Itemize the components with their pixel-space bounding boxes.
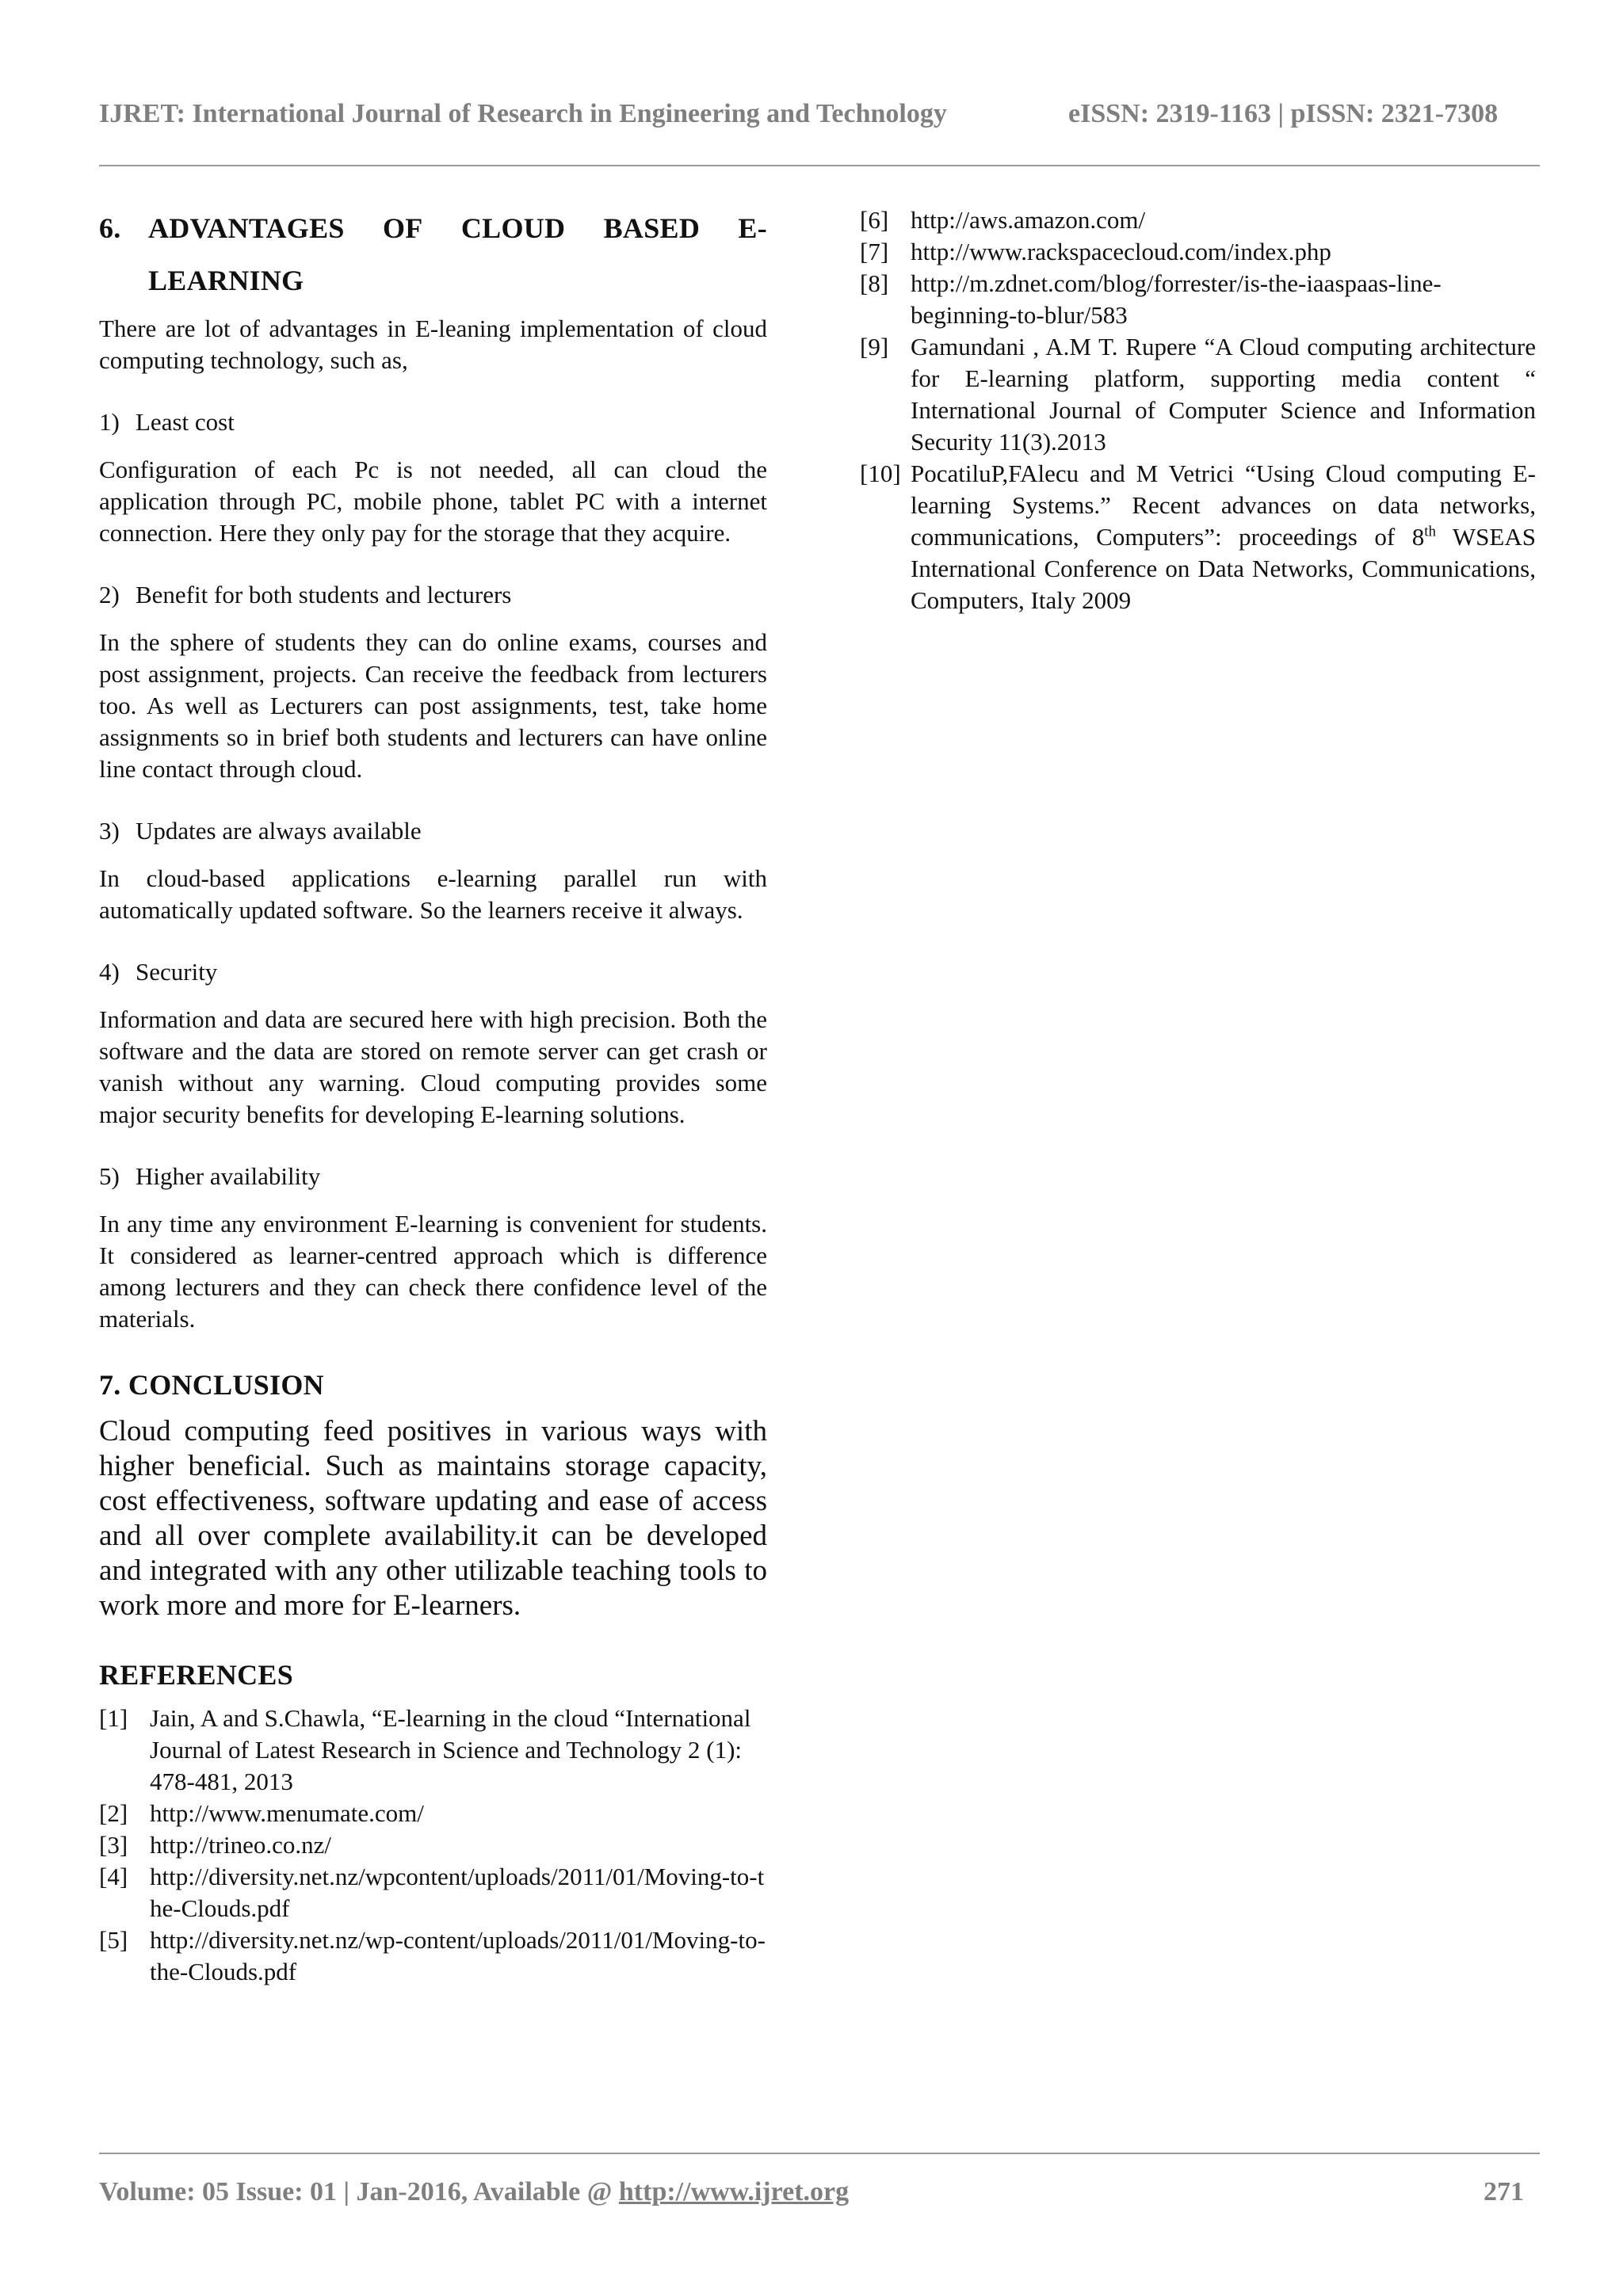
- reference-item: [4] http://diversity.net.nz/wpcontent/uploads/2011/01/Moving-to-the-Clouds.pdf: [99, 1863, 765, 1922]
- references-heading: REFERENCES: [99, 1659, 294, 1691]
- reference-item: [2] http://www.menumate.com/: [99, 1799, 424, 1827]
- reference-item: [6] http://aws.amazon.com/: [860, 206, 1146, 234]
- journal-header: IJRET: International Journal of Research in Engineering and Technology: [99, 99, 947, 128]
- item-heading: 3) Updates are always available: [99, 817, 422, 845]
- footer-volume: Volume: 05 Issue: 01 | Jan-2016, Available @ http://www.ijret.org: [99, 2177, 850, 2206]
- references-list-left: [99, 1703, 767, 1988]
- issn-header: eISSN: 2319-1163 | pISSN: 2321-7308: [1068, 99, 1499, 128]
- conclusion-paragraph: Cloud computing feed positives in various ways with higher beneficial. Such as maintains storage capacity, cost effectiveness, software updating and ease of access and all over complete availability.it can be developed and integrated with any other utilizable teaching tools to work more and more for E-learners.: [99, 1415, 767, 1622]
- reference-item: [1] Jain, A and S.Chawla, “E-learning in the cloud “International Journal of Latest Research in Science and Technology 2 (1): 478-481, 2013: [99, 1704, 751, 1795]
- item-heading: 4) Security: [99, 958, 218, 986]
- journal-url-link[interactable]: http://www.ijret.org: [618, 2177, 850, 2206]
- reference-item: [5] http://diversity.net.nz/wp-content/uploads/2011/01/Moving-to-the-Clouds.pdf: [99, 1926, 766, 1985]
- item-paragraph: Configuration of each Pc is not needed, all can cloud the application through PC, mobile phone, tablet PC with a internet connection. Here they only pay for the storage that they acquire.: [99, 456, 767, 547]
- heading-word: E-: [738, 212, 767, 244]
- section-6-number: 6.: [99, 212, 121, 244]
- reference-10-text: PocatiluP,FAlecu and M Vetrici “Using Cloud computing E-learning Systems.” Recent advances on data networks, communications, Computers”: proceedings of 8th WSEAS International Conference on Data Networks, Communications, Computers, Italy 2009: [911, 460, 1536, 614]
- item-paragraph: In cloud-based applications e-learning parallel run with automatically updated software. So the learners receive it always.: [99, 864, 767, 924]
- footer-divider: [99, 2153, 1540, 2154]
- item-paragraph: In any time any environment E-learning is convenient for students. It considered as learner-centred approach which is difference among lecturers and they can check there confidence level of the materials.: [99, 1210, 767, 1333]
- item-paragraph: Information and data are secured here with high precision. Both the software and the data are stored on remote server can get crash or vanish without any warning. Cloud computing provides some major security benefits for developing E-learning solutions.: [99, 1005, 767, 1128]
- section-6-heading: [99, 202, 767, 307]
- item-paragraph: In the sphere of students they can do online exams, courses and post assignment, projects. Can receive the feedback from lecturers too. As well as Lecturers can post assignments, test, take home assignments so in brief both students and lecturers can have online line contact through cloud.: [99, 628, 767, 783]
- heading-word: CLOUD: [460, 212, 566, 244]
- heading-line-2: LEARNING: [148, 265, 304, 296]
- heading-word: ADVANTAGES: [148, 212, 345, 244]
- item-heading: 2) Benefit for both students and lecturers: [99, 581, 512, 608]
- left-column: [99, 202, 767, 1988]
- reference-item: [3] http://trineo.co.nz/: [99, 1831, 332, 1859]
- reference-item: [7] http://www.rackspacecloud.com/index.php: [860, 238, 1331, 265]
- header-divider: [99, 165, 1540, 166]
- section-7-heading: 7. CONCLUSION: [99, 1369, 324, 1401]
- section-6-intro: There are lot of advantages in E-leaning implementation of cloud computing technology, such as,: [99, 315, 767, 374]
- reference-item: [10] PocatiluP,FAlecu and M Vetrici “Using Cloud computing E-learning Systems.” Recent advances on data networks, communications, Computers”: proceedings of 8th WSEAS International Conference on Data Networks, Communications, Computers, Italy 2009: [860, 458, 1536, 616]
- heading-word: OF: [382, 212, 423, 244]
- heading-word: BASED: [603, 212, 701, 244]
- item-heading: 5) Higher availability: [99, 1162, 321, 1190]
- item-heading: 1) Least cost: [99, 408, 235, 436]
- right-column: [860, 204, 1536, 616]
- reference-item: [9] Gamundani , A.M T. Rupere “A Cloud computing architecture for E-learning platform, supporting media content “ International Journal of Computer Science and Information Security 11(3).2013: [860, 333, 1536, 456]
- page-number: 271: [1484, 2177, 1524, 2206]
- reference-item: [8] http://m.zdnet.com/blog/forrester/is-the-iaaspaas-line-beginning-to-blur/583: [860, 269, 1442, 329]
